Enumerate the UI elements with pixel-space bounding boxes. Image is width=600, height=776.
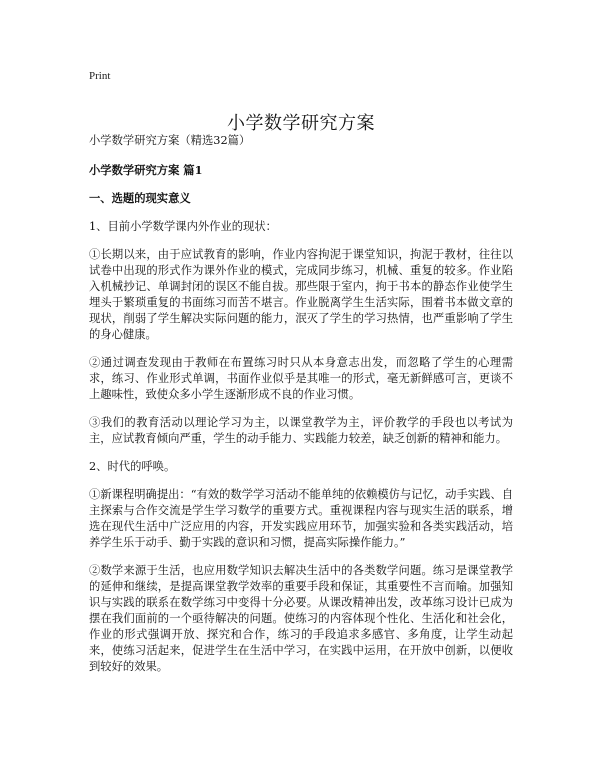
document-title: 小学数学研究方案 <box>227 113 375 135</box>
chapter-heading: 小学数学研究方案 篇1 <box>89 163 203 177</box>
paragraph: 1、目前小学数学课内外作业的现状： <box>89 220 277 233</box>
paragraph: ②通过调查发现由于教师在布置练习时只从本身意志出发，而忽略了学生的心理需求，练习、作业形式单调，书面作业似乎是其唯一的形式，毫无新鲜感可言，更谈不上趣味性，致使众多小学生逐渐形成不良的作业习惯。 <box>89 356 513 401</box>
paragraph: 2、时代的呼唤。 <box>89 460 176 473</box>
paragraph: ①长期以来，由于应试教育的影响，作业内容拘泥于课堂知识，拘泥于教材，往往以试卷中出现的形式作为课外作业的模式，完成同步练习，机械、重复的较多。作业陷入机械抄记、单调封闭的误区不能自拔。那些限于室内，拘于书本的静态作业使学生埋头于繁琐重复的书面练习而苦不堪言。作业脱离学生生活实际，围着书本做文章的现状，削弱了学生解决实际问题的能力，泯灭了学生的学习热情，也严重影响了学生的身心健康。 <box>89 248 513 341</box>
paragraph: ③我们的教育活动以理论学习为主，以课堂教学为主，评价教学的手段也以考试为主，应试教育倾向严重，学生的动手能力、实践能力较差，缺乏创新的精神和能力。 <box>89 416 513 445</box>
paragraph: ①新课程明确提出：“有效的数学学习活动不能单纯的依赖模仿与记忆，动手实践、自主探索与合作交流是学生学习数学的重要方式。重视课程内容与现实生活的联系，增选在现代生活中广泛应用的内容，开发实践应用环节，加强实验和各类实践活动，培养学生乐于动手、勤于实践的意识和习惯，提高实际操作能力。” <box>89 488 513 549</box>
document-body <box>89 133 513 687</box>
paragraph: ②数学来源于生活，也应用数学知识去解决生活中的各类数学问题。练习是课堂教学的延伸和继续，是提高课堂教学效率的重要手段和保证，其重要性不言而喻。加强知识与实践的联系在数学练习中变得十分必要。从课改精神出发，改革练习设计已成为摆在我们面前的一个亟待解决的问题。使练习的内容体现个性化、生活化和社会化，作业的形式强调开放、探究和合作，练习的手段追求多感官、多角度，让学生动起来，使练习活起来，促进学生在生活中学习，在实践中运用，在开放中创新，以便收到较好的效果。 <box>89 564 513 673</box>
print-link[interactable]: Print <box>89 70 111 82</box>
section-heading: 一、选题的现实意义 <box>89 191 191 205</box>
document-subtitle: 小学数学研究方案（精选32篇） <box>89 134 251 147</box>
